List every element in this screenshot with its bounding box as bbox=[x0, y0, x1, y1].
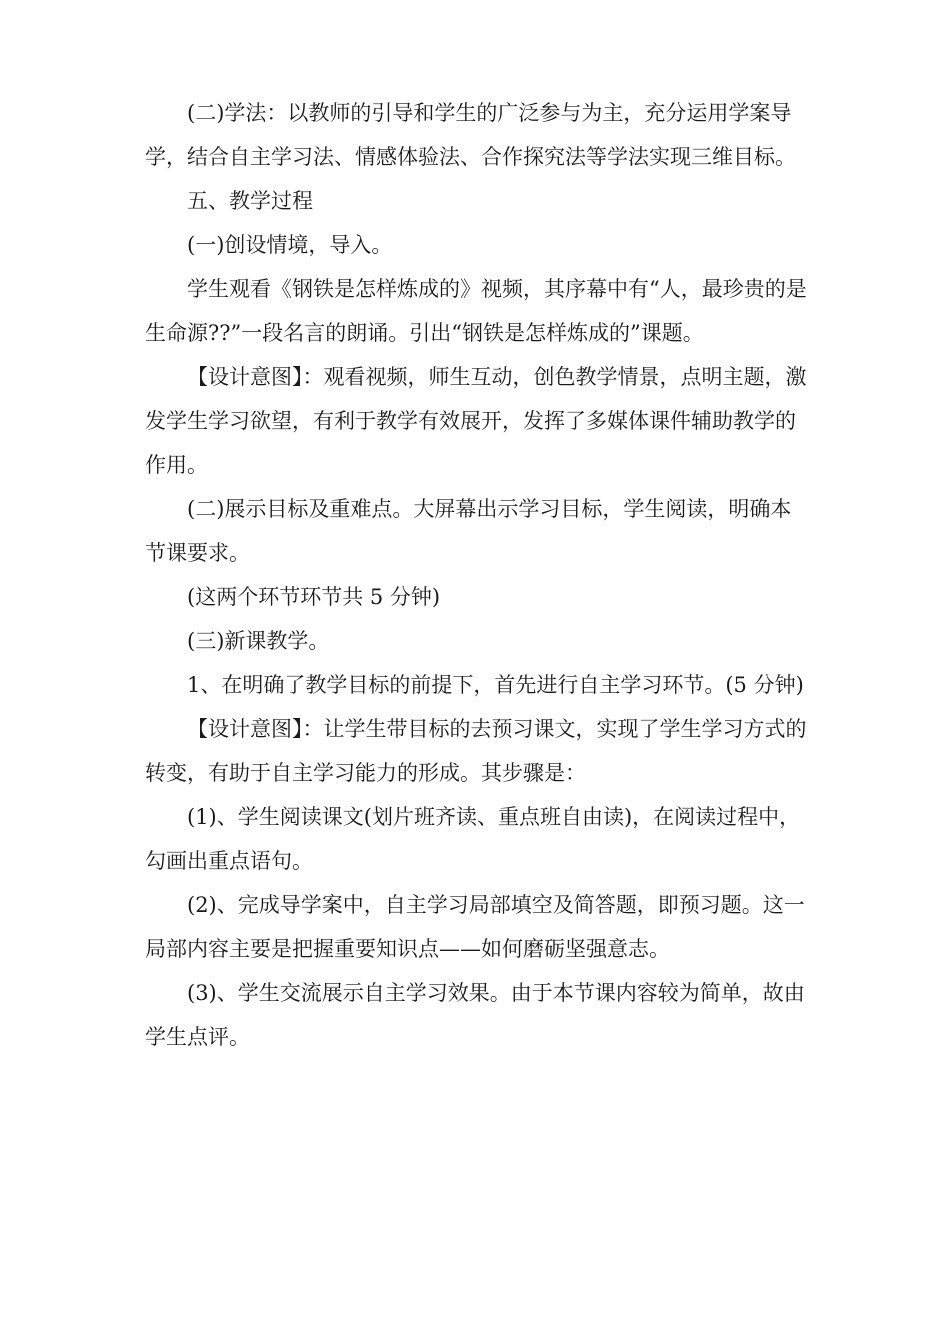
paragraph-study-method: (二)学法：以教师的引导和学生的广泛参与为主，充分运用学案导学，结合自主学习法、情感体验法、合作探究法等学法实现三维目标。 bbox=[145, 101, 796, 169]
list-item-step-3: (3)、学生交流展示自主学习效果。由于本节课内容较为简单，故由学生点评。 bbox=[145, 981, 805, 1049]
subheading-new-lesson: (三)新课教学。 bbox=[187, 629, 330, 653]
list-item-step-1: (1)、学生阅读课文(划片班齐读、重点班自由读)，在阅读过程中，勾画出重点语句。 bbox=[145, 805, 801, 873]
paragraph-watch-video: 学生观看《钢铁是怎样炼成的》视频，其序幕中有“人，最珍贵的是生命源??”一段名言的朗诵。引出“钢铁是怎样炼成的”课题。 bbox=[145, 277, 807, 345]
paragraph-show-goals: (二)展示目标及重难点。大屏幕出示学习目标，学生阅读，明确本节课要求。 bbox=[145, 497, 792, 565]
paragraph-time-note: (这两个环节环节共 5 分钟) bbox=[187, 585, 441, 609]
list-item-step-2: (2)、完成导学案中，自主学习局部填空及简答题，即预习题。这一局部内容主要是把握重要知识点——如何磨砺坚强意志。 bbox=[145, 893, 805, 961]
document-body bbox=[145, 91, 810, 1059]
paragraph-design-intent-2: 【设计意图】：让学生带目标的去预习课文，实现了学生学习方式的转变，有助于自主学习能力的形成。其步骤是： bbox=[145, 717, 807, 785]
paragraph-design-intent-1: 【设计意图】：观看视频，师生互动，创色教学情景，点明主题，激发学生学习欲望，有利于教学有效展开，发挥了多媒体课件辅助教学的作用。 bbox=[145, 365, 807, 477]
subheading-introduction: (一)创设情境，导入。 bbox=[187, 233, 393, 257]
heading-teaching-process: 五、教学过程 bbox=[187, 189, 313, 213]
paragraph-self-study: 1、在明确了教学目标的前提下，首先进行自主学习环节。(5 分钟) bbox=[187, 673, 804, 697]
